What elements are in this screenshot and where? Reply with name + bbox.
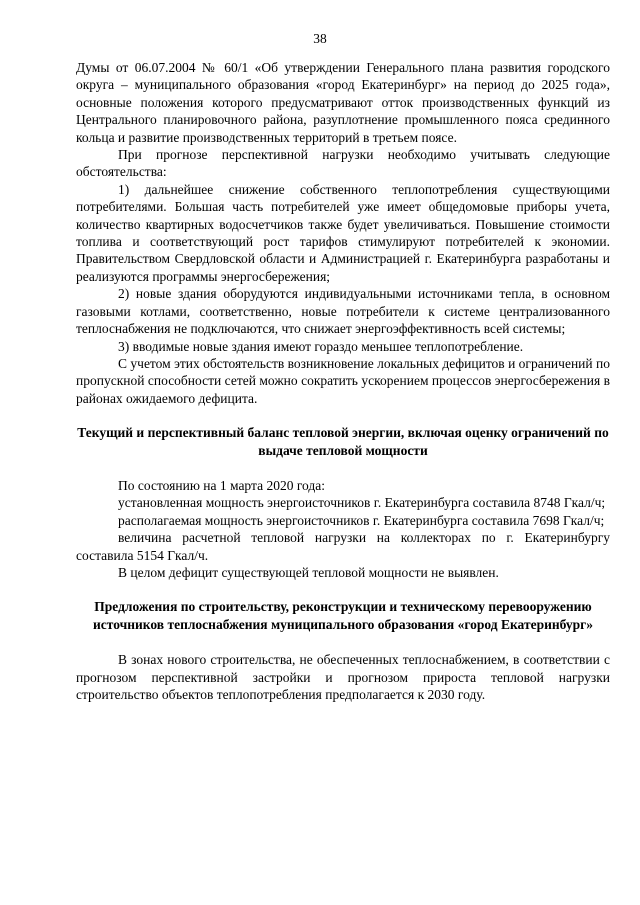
available-capacity: располагаемая мощность энергоисточников г. Екатеринбурга составила 7698 Гкал/ч;	[118, 512, 605, 528]
section-heading-balance: Текущий и перспективный баланс тепловой энергии, включая оценку ограничений по выдаче тепловой мощности	[77, 425, 609, 458]
section-heading-proposals: Предложения по строительству, реконструкции и техническому перевооружению источников теплоснабжения муниципального образования «город Екатеринбург»	[92, 599, 594, 632]
spacer	[76, 459, 610, 477]
balance-intro: По состоянию на 1 марта 2020 года:	[118, 477, 325, 493]
paragraph-new-construction: В зонах нового строительства, не обеспеченных теплоснабжением, в соответствии с прогнозом перспективной застройки и прогнозом прироста тепловой нагрузки строительство объектов теплопотребления предполагается к 2030 году.	[76, 652, 610, 702]
paragraph-plan-reference: Думы от 06.07.2004 № 60/1 «Об утверждении Генерального плана развития городского округа – муниципального образования «город Екатеринбург» на период до 2025 года», основные положения которого предусматривают отток производственных функций из Центрального планировочного района, разуплотнение промышленного пояса срединного кольца и развитие производственных территорий в третьем поясе.	[76, 60, 610, 145]
list-item-1: 1) дальнейшее снижение собственного теплопотребления существующими потребителями. Большая часть потребителей уже имеет общедомовые приборы учета, количество квартирных водосчетчиков также будет увеличиваться. Повышение стоимости топлива и соответствующий рост тарифов стимулируют потребителей к экономии. Правительством Свердловской области и Администрацией г. Екатеринбурга разработаны и реализуются программы энергосбережения;	[76, 181, 610, 284]
list-item-2: 2) новые здания оборудуются индивидуальными источниками тепла, в основном газовыми котлами, соответственно, новые потребители к системе централизованного теплоснабжения не подключаются, что снижает энергоэффективность всей системы;	[76, 286, 610, 337]
spacer	[76, 633, 610, 651]
page-number: 38	[313, 31, 327, 46]
list-item-3: 3) вводимые новые здания имеют гораздо меньшее теплопотребление.	[118, 338, 524, 354]
heat-load: величина расчетной тепловой нагрузки на коллекторах по г. Екатеринбургу составила 5154 Гкал/ч.	[76, 530, 610, 563]
spacer	[76, 581, 610, 598]
page-content	[76, 59, 610, 703]
paragraph-deficit-reduction: С учетом этих обстоятельств возникновение локальных дефицитов и ограничений по пропускной способности сетей можно сократить ускорением процессов энергосбережения в районах ожидаемого дефицита.	[76, 355, 610, 406]
balance-conclusion: В целом дефицит существующей тепловой мощности не выявлен.	[118, 564, 499, 580]
spacer	[76, 407, 610, 424]
installed-capacity: установленная мощность энергоисточников г. Екатеринбурга составила 8748 Гкал/ч;	[118, 495, 606, 511]
paragraph-forecast-intro: При прогнозе перспективной нагрузки необходимо учитывать следующие обстоятельства:	[76, 147, 610, 180]
